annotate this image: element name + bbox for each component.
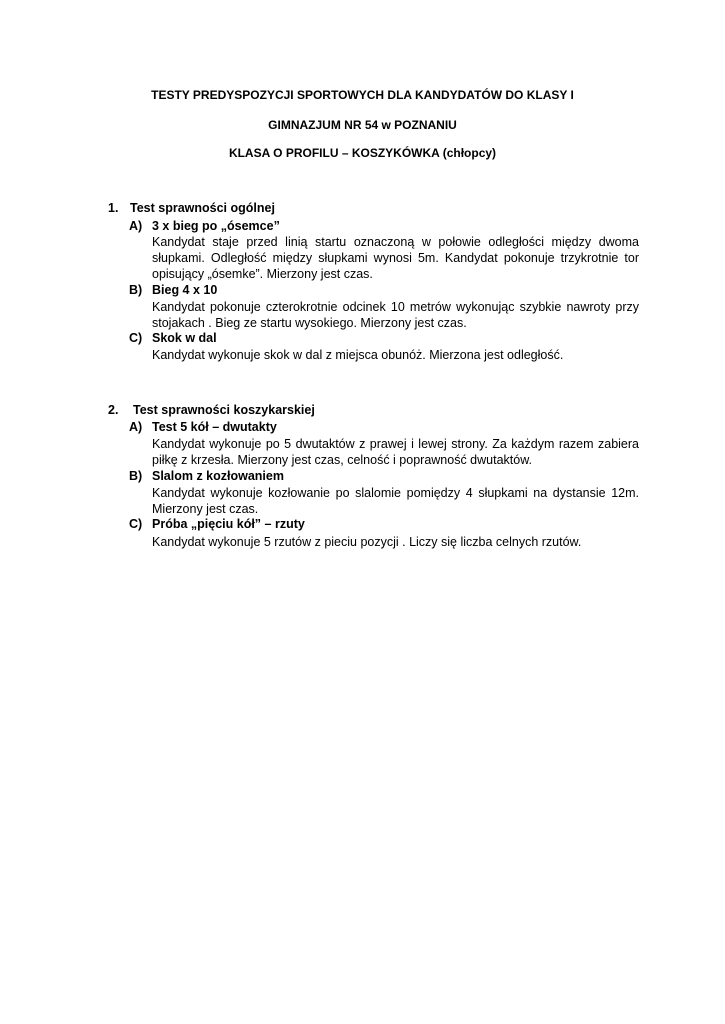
section-1-item-a-line-1: Kandydat staje przed linią startu oznaczoną w połowie odległości między dwoma	[152, 235, 639, 249]
section-1-item-c-title: Skok w dal	[152, 331, 217, 345]
section-2-title: Test sprawności koszykarskiej	[133, 403, 315, 417]
section-2-item-c-line-1: Kandydat wykonuje 5 rzutów z pieciu pozycji . Liczy się liczba celnych rzutów.	[152, 535, 582, 549]
section-2-item-b-line-1: Kandydat wykonuje kozłowanie po slalomie pomiędzy 4 słupkami na dystansie 12m.	[152, 486, 639, 500]
section-1-number: 1.	[108, 201, 119, 215]
section-2-item-b-title: Slalom z kozłowaniem	[152, 469, 284, 483]
section-1-item-c-letter: C)	[129, 331, 143, 345]
section-2-item-c-letter: C)	[129, 517, 143, 531]
section-2-item-c-title: Próba „pięciu kół” – rzuty	[152, 517, 305, 531]
section-2-item-a-line-1: Kandydat wykonuje po 5 dwutaktów z prawej i lewej strony. Za każdym razem zabiera	[152, 437, 639, 451]
section-1-item-b-line-1: Kandydat pokonuje czterokrotnie odcinek 10 metrów wykonując szybkie nawroty przy	[152, 300, 639, 314]
section-2-item-a-title: Test 5 kół – dwutakty	[152, 420, 277, 434]
document-title: TESTY PREDYSPOZYCJI SPORTOWYCH DLA KANDYDATÓW DO KLASY I	[151, 88, 574, 102]
section-1-item-a-letter: A)	[129, 219, 143, 233]
section-2-number: 2.	[108, 403, 119, 417]
section-1-item-c-line-1: Kandydat wykonuje skok w dal z miejsca obunóż. Mierzona jest odległość.	[152, 348, 564, 362]
section-1-item-a-line-2: słupkami. Odległość między słupkami wynosi 5m. Kandydat pokonuje trzykrotnie tor	[152, 251, 639, 265]
section-2-item-a-line-2: piłkę z krzesła. Mierzony jest czas, celność i poprawność dwutaktów.	[152, 453, 533, 467]
section-1-item-a-title: 3 x bieg po „ósemce”	[152, 219, 280, 233]
section-2-item-b-line-2: Mierzony jest czas.	[152, 502, 259, 516]
section-1-item-b-title: Bieg 4 x 10	[152, 283, 218, 297]
school-name: GIMNAZJUM NR 54 w POZNANIU	[268, 118, 457, 132]
section-1-item-a-line-3: opisujący „ósemke”. Mierzony jest czas.	[152, 267, 373, 281]
section-1-item-b-letter: B)	[129, 283, 143, 297]
section-1-title: Test sprawności ogólnej	[130, 201, 275, 215]
class-profile: KLASA O PROFILU – KOSZYKÓWKA (chłopcy)	[228, 146, 497, 160]
section-1-item-b-line-2: stojakach . Bieg ze startu wysokiego. Mierzony jest czas.	[152, 316, 467, 330]
section-2-item-a-letter: A)	[129, 420, 143, 434]
section-2-item-b-letter: B)	[129, 469, 143, 483]
